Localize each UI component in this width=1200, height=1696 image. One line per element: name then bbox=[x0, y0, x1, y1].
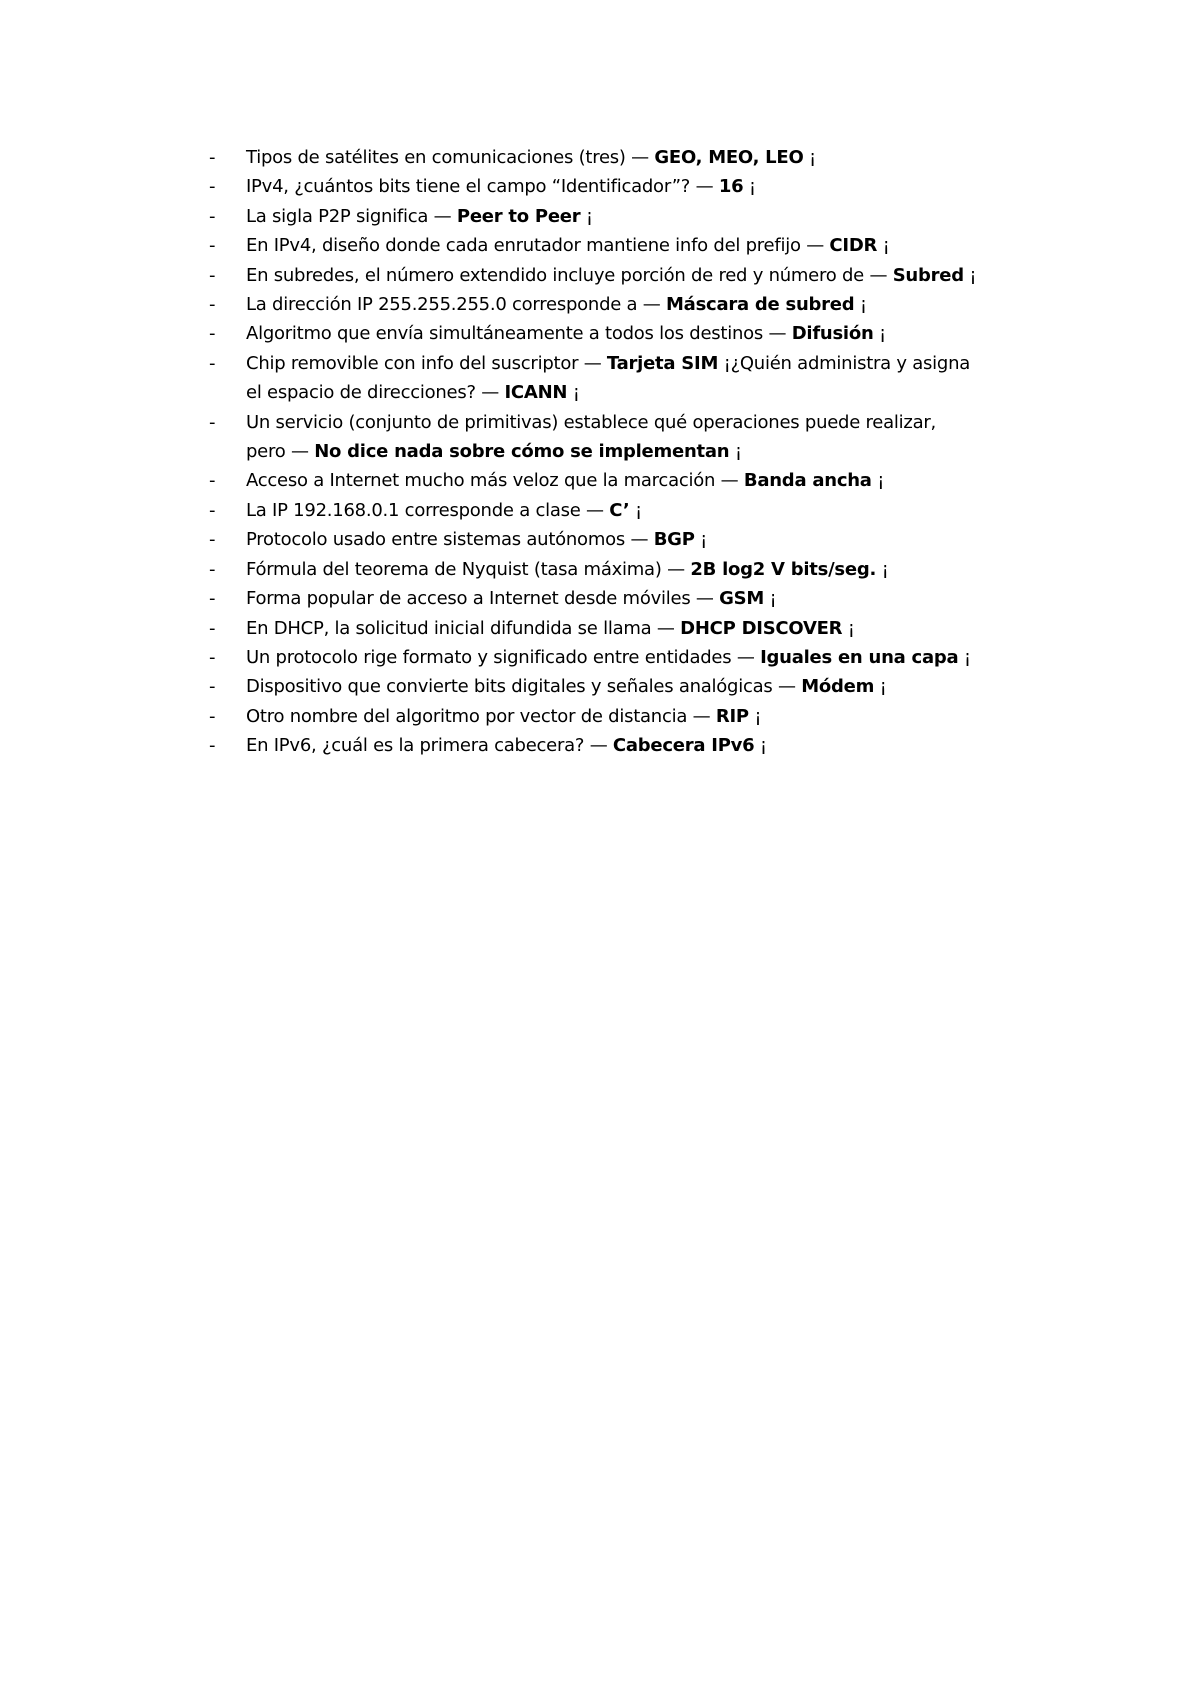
bullet-dash: - bbox=[209, 646, 216, 668]
bullet-dash: - bbox=[209, 558, 216, 580]
bullet-dash: - bbox=[209, 176, 216, 198]
continuation-answer-text: No dice nada sobre cómo se implementan bbox=[314, 441, 730, 463]
list-item bbox=[209, 496, 1039, 525]
question-text: Otro nombre del algoritmo por vector de distancia — bbox=[246, 705, 716, 727]
question-text: En subredes, el número extendido incluye porción de red y número de — bbox=[246, 264, 893, 286]
separator-mark: ¡ bbox=[634, 499, 642, 521]
answer-text: Módem bbox=[801, 676, 875, 698]
question-text: La sigla P2P significa — bbox=[246, 205, 457, 227]
separator-mark: ¡ bbox=[847, 617, 855, 639]
answer-text: Subred bbox=[892, 264, 964, 286]
continuation-line bbox=[246, 437, 1039, 466]
answer-text: RIP bbox=[715, 705, 749, 727]
answer-text: BGP bbox=[653, 529, 695, 551]
answer-text: Difusión bbox=[791, 323, 874, 345]
question-text: En DHCP, la solicitud inicial difundida se llama — bbox=[246, 617, 681, 639]
list-item bbox=[209, 231, 1039, 260]
inline-question-text: ¿Quién administra y asigna bbox=[730, 352, 971, 374]
list-item bbox=[209, 261, 1039, 290]
list-item bbox=[209, 319, 1039, 348]
separator-mark: ¡ bbox=[963, 646, 971, 668]
answer-text: Banda ancha bbox=[743, 470, 872, 492]
question-text: Acceso a Internet mucho más veloz que la marcación — bbox=[246, 470, 744, 492]
list-item bbox=[209, 672, 1039, 701]
separator-mark: ¡ bbox=[969, 264, 977, 286]
bullet-dash: - bbox=[209, 264, 216, 286]
separator-mark: ¡ bbox=[769, 588, 777, 610]
separator-mark: ¡ bbox=[882, 235, 890, 257]
question-text: La dirección IP 255.255.255.0 corresponde a — bbox=[246, 294, 667, 316]
answer-text: Tarjeta SIM bbox=[606, 352, 719, 374]
bullet-dash: - bbox=[209, 147, 216, 168]
answer-text: C’ bbox=[609, 499, 630, 521]
continuation-line bbox=[246, 378, 1039, 407]
separator-mark: ¡ bbox=[879, 676, 887, 698]
bullet-dash: - bbox=[209, 352, 216, 374]
answer-text: Peer to Peer bbox=[456, 205, 581, 227]
list-item bbox=[209, 202, 1039, 231]
separator-mark: ¡ bbox=[748, 176, 756, 198]
list-item bbox=[209, 290, 1039, 319]
bullet-dash: - bbox=[209, 323, 216, 345]
bullet-dash: - bbox=[209, 205, 216, 227]
separator-mark: ¡ bbox=[754, 705, 762, 727]
answer-text: 16 bbox=[718, 176, 744, 198]
list-item bbox=[209, 525, 1039, 554]
answer-text: DHCP DISCOVER bbox=[680, 617, 843, 639]
separator-mark: ¡ bbox=[734, 441, 742, 463]
list-item bbox=[209, 702, 1039, 731]
separator-mark: ¡ bbox=[879, 323, 886, 345]
bullet-dash: - bbox=[209, 411, 216, 433]
answer-text: GSM bbox=[719, 588, 765, 610]
question-text: Protocolo usado entre sistemas autónomos — bbox=[246, 529, 654, 551]
question-text: En IPv6, ¿cuál es la primera cabecera? — bbox=[246, 735, 613, 757]
bullet-dash: - bbox=[209, 470, 216, 492]
answer-text: Cabecera IPv6 bbox=[612, 735, 755, 757]
bullet-dash: - bbox=[209, 529, 216, 551]
bullet-dash: - bbox=[209, 588, 216, 610]
list-item bbox=[209, 584, 1039, 613]
list-item bbox=[209, 349, 1039, 408]
separator-mark: ¡ bbox=[700, 529, 708, 551]
question-text: Dispositivo que convierte bits digitales y señales analógicas — bbox=[246, 676, 802, 698]
question-answer-list bbox=[209, 143, 1039, 761]
list-item bbox=[209, 614, 1039, 643]
separator-mark: ¡ bbox=[877, 470, 885, 492]
question-text: Un servicio (conjunto de primitivas) establece qué operaciones puede realizar, bbox=[246, 411, 936, 433]
continuation-question-text: pero — bbox=[246, 441, 315, 463]
separator-mark: ¡ bbox=[585, 205, 593, 227]
answer-text: 2B log2 V bits/seg. bbox=[690, 558, 877, 580]
bullet-dash: - bbox=[209, 235, 216, 257]
list-item bbox=[209, 731, 1039, 760]
answer-text: CIDR bbox=[829, 235, 878, 257]
list-item bbox=[209, 466, 1039, 495]
separator-mark: ¡ bbox=[881, 558, 889, 580]
question-text: Chip removible con info del suscriptor — bbox=[246, 352, 607, 374]
separator-mark: ¡ bbox=[859, 294, 867, 316]
question-text: Fórmula del teorema de Nyquist (tasa máxima) — bbox=[246, 558, 691, 580]
list-item bbox=[209, 143, 1039, 172]
list-item bbox=[209, 408, 1039, 467]
bullet-dash: - bbox=[209, 617, 216, 639]
bullet-dash: - bbox=[209, 735, 216, 757]
question-text: Forma popular de acceso a Internet desde móviles — bbox=[246, 588, 720, 610]
list-item bbox=[209, 643, 1039, 672]
separator-mark: ¡ bbox=[723, 352, 731, 374]
bullet-dash: - bbox=[209, 676, 216, 698]
bullet-dash: - bbox=[209, 499, 216, 521]
list-item bbox=[209, 172, 1039, 201]
separator-mark: ¡ bbox=[759, 735, 767, 757]
question-text: Tipos de satélites en comunicaciones (tres) — bbox=[246, 147, 655, 168]
answer-text: Máscara de subred bbox=[666, 294, 855, 316]
question-text: La IP 192.168.0.1 corresponde a clase — bbox=[246, 499, 610, 521]
list-item bbox=[209, 555, 1039, 584]
answer-text: Iguales en una capa bbox=[760, 646, 959, 668]
separator-mark: ¡ bbox=[808, 147, 816, 168]
continuation-answer-text: ICANN bbox=[504, 382, 568, 404]
bullet-dash: - bbox=[209, 294, 216, 316]
continuation-question-text: el espacio de direcciones? — bbox=[246, 382, 505, 404]
question-text: Un protocolo rige formato y significado entre entidades — bbox=[246, 646, 761, 668]
question-text: Algoritmo que envía simultáneamente a todos los destinos — bbox=[246, 323, 792, 345]
separator-mark: ¡ bbox=[572, 382, 580, 404]
bullet-dash: - bbox=[209, 705, 216, 727]
answer-text: GEO, MEO, LEO bbox=[654, 147, 804, 168]
question-text: IPv4, ¿cuántos bits tiene el campo “Identificador”? — bbox=[246, 176, 719, 198]
question-text: En IPv4, diseño donde cada enrutador mantiene info del prefijo — bbox=[246, 235, 830, 257]
